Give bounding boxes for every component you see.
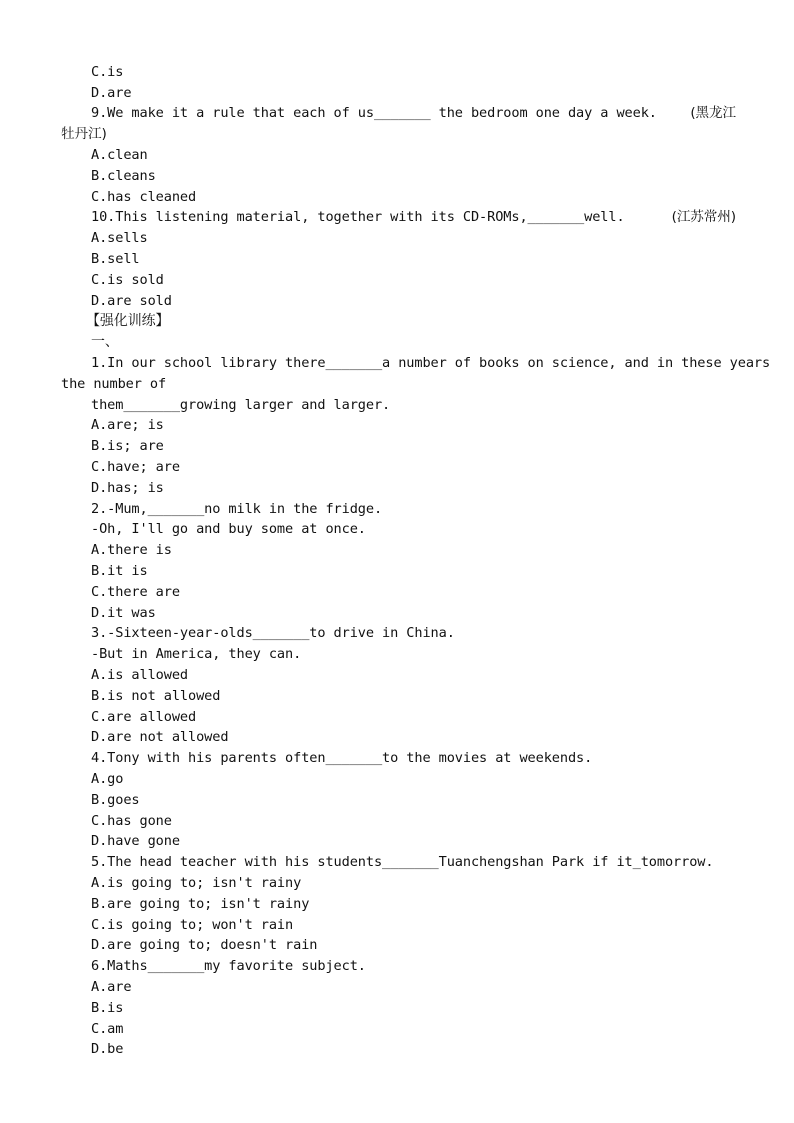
s4-option-b: B.goes xyxy=(91,792,140,808)
s1-option-d: D.has; is xyxy=(91,480,164,496)
q10-option-c: C.is sold xyxy=(91,272,164,288)
s5-option-c: C.is going to; won't rain xyxy=(91,917,294,933)
s6-stem: 6.Maths_______my favorite subject. xyxy=(91,958,366,974)
s1-stem-line1: 1.In our school library there_______a number of books on science, and in these years xyxy=(91,355,771,371)
s4-option-c: C.has gone xyxy=(91,813,172,829)
s2-stem: 2.-Mum,_______no milk in the fridge. xyxy=(91,501,383,517)
s2-reply: -Oh, I'll go and buy some at once. xyxy=(91,521,366,537)
q10-stem: 10.This listening material, together with its CD-ROMs,_______well. xyxy=(91,209,625,225)
s6-option-d: D.be xyxy=(91,1041,124,1057)
s5-option-a: A.is going to; isn't rainy xyxy=(91,875,302,891)
q9-option-a: A.clean xyxy=(91,147,148,163)
q9-stem: 9.We make it a rule that each of us_______ the bedroom one day a week. xyxy=(91,105,657,121)
s2-option-b: B.it is xyxy=(91,563,148,579)
prev-option-c: C.is xyxy=(91,64,124,80)
s3-option-c: C.are allowed xyxy=(91,709,197,725)
s5-stem: 5.The head teacher with his students_______Tuanchengshan Park if it_tomorrow. xyxy=(91,854,714,870)
q9-stem-line xyxy=(91,103,736,124)
s2-option-a: A.there is xyxy=(91,542,172,558)
prev-option-d: D.are xyxy=(91,85,132,101)
s1-stem-line2: the number of xyxy=(61,376,167,392)
s4-option-a: A.go xyxy=(91,771,124,787)
s2-option-d: D.it was xyxy=(91,605,156,621)
q10-option-d: D.are sold xyxy=(91,293,172,309)
s1-option-a: A.are; is xyxy=(91,417,164,433)
s1-option-c: C.have; are xyxy=(91,459,180,475)
section-subtitle: 一、 xyxy=(91,334,119,350)
s5-option-b: B.are going to; isn't rainy xyxy=(91,896,310,912)
s6-option-b: B.is xyxy=(91,1000,124,1016)
section-title: 【强化训练】 xyxy=(86,313,170,329)
s3-option-a: A.is allowed xyxy=(91,667,189,683)
q10-option-b: B.sell xyxy=(91,251,140,267)
s4-stem: 4.Tony with his parents often_______to the movies at weekends. xyxy=(91,750,593,766)
s3-option-b: B.is not allowed xyxy=(91,688,221,704)
q10-stem-line xyxy=(91,207,736,228)
s2-option-c: C.there are xyxy=(91,584,180,600)
q9-source-part1: (黑龙江 xyxy=(690,105,736,121)
s3-option-d: D.are not allowed xyxy=(91,729,229,745)
q10-source: (江苏常州) xyxy=(671,209,736,225)
q9-option-c: C.has cleaned xyxy=(91,189,197,205)
s5-option-d: D.are going to; doesn't rain xyxy=(91,937,318,953)
q10-option-a: A.sells xyxy=(91,230,148,246)
s3-reply: -But in America, they can. xyxy=(91,646,302,662)
s1-stem-line3: them_______growing larger and larger. xyxy=(91,397,391,413)
q9-option-b: B.cleans xyxy=(91,168,156,184)
s6-option-c: C.am xyxy=(91,1021,124,1037)
q9-source-part2: 牡丹江) xyxy=(61,126,107,142)
s6-option-a: A.are xyxy=(91,979,132,995)
s4-option-d: D.have gone xyxy=(91,833,180,849)
s3-stem: 3.-Sixteen-year-olds_______to drive in China. xyxy=(91,625,455,641)
s1-option-b: B.is; are xyxy=(91,438,164,454)
